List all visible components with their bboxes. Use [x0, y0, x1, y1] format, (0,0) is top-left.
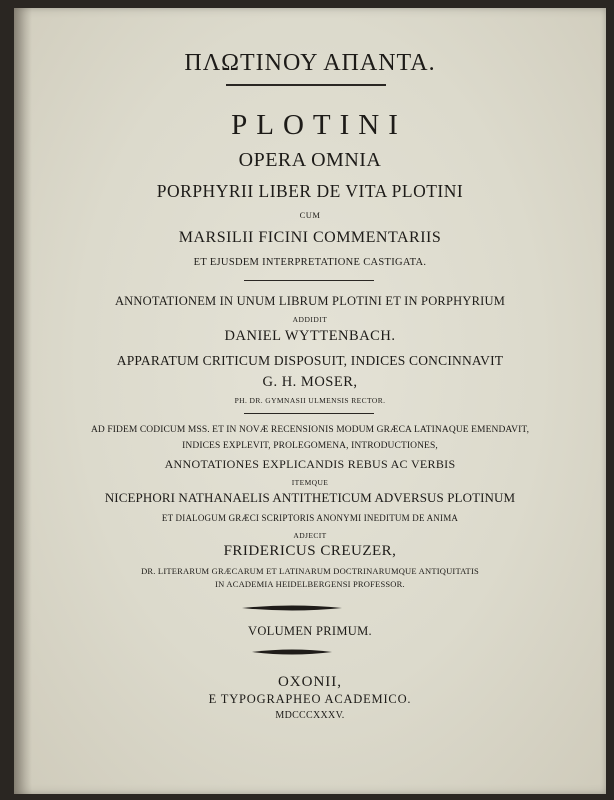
title-page: [14, 8, 606, 794]
itemque-line: ITEMQUE: [291, 478, 329, 487]
porphyrii-line: PORPHYRII LIBER DE VITA PLOTINI: [156, 181, 464, 201]
indices-line: INDICES EXPLEVIT, PROLEGOMENA, INTRODUCTIONES,: [182, 441, 438, 451]
creuzer-title-1: DR. LITERARUM GRÆCARUM ET LATINARUM DOCTRINARUMQUE ANTIQUITATIS: [141, 566, 479, 576]
annotationes-line: ANNOTATIONES EXPLICANDIS REBUS AC VERBIS: [164, 457, 456, 471]
ad-fidem-line: AD FIDEM CODICUM MSS. ET IN NOVÆ RECENSIONIS MODUM GRÆCA LATINAQUE EMENDAVIT,: [90, 425, 530, 435]
wyttenbach-line: DANIEL WYTTENBACH.: [224, 328, 396, 344]
cum-line: CUM: [299, 210, 321, 220]
ficini-line: MARSILII FICINI COMMENTARIIS: [178, 229, 442, 246]
apparatum-line: APPARATUM CRITICUM DISPOSUIT, INDICES CONCINNAVIT: [116, 353, 504, 368]
title-rule: [226, 84, 386, 86]
section-rule-1: [244, 280, 374, 281]
moser-line: G. H. MOSER,: [262, 374, 358, 390]
ornament-rule-2: [252, 648, 332, 656]
dialogum-line: ET DIALOGUM GRÆCI SCRIPTORIS ANONYMI INEDITUM DE ANIMA: [161, 513, 459, 523]
section-rule-2: [244, 413, 374, 414]
volumen-line: VOLUMEN PRIMUM.: [248, 624, 372, 638]
opera-omnia: OPERA OMNIA: [238, 149, 382, 171]
creuzer-title-2: IN ACADEMIA HEIDELBERGENSI PROFESSOR.: [215, 579, 405, 589]
year-line: MDCCCXXXV.: [275, 710, 345, 721]
typographeo-line: E TYPOGRAPHEO ACADEMICO.: [208, 692, 412, 706]
moser-title-line: PH. DR. GYMNASII ULMENSIS RECTOR.: [234, 396, 386, 405]
creuzer-line: FRIDERICUS CREUZER,: [223, 543, 397, 559]
adjecit-line: ADJECIT: [293, 531, 327, 540]
ornament-rule-1: [242, 604, 342, 612]
interpretatione-line: ET EJUSDEM INTERPRETATIONE CASTIGATA.: [193, 257, 427, 268]
addidit-line: ADDIDIT: [292, 315, 328, 324]
annotationem-line: ANNOTATIONEM IN UNUM LIBRUM PLOTINI ET IN PORPHYRIUM: [114, 294, 506, 308]
oxonii-line: OXONII,: [277, 674, 343, 690]
greek-title: ΠΛΩΤΙΝΟΥ ΑΠΑΝΤΑ.: [184, 50, 436, 76]
nicephori-line: NICEPHORI NATHANAELIS ANTITHETICUM ADVERSUS PLOTINUM: [104, 490, 516, 505]
book-title: PLOTINI: [231, 109, 407, 141]
